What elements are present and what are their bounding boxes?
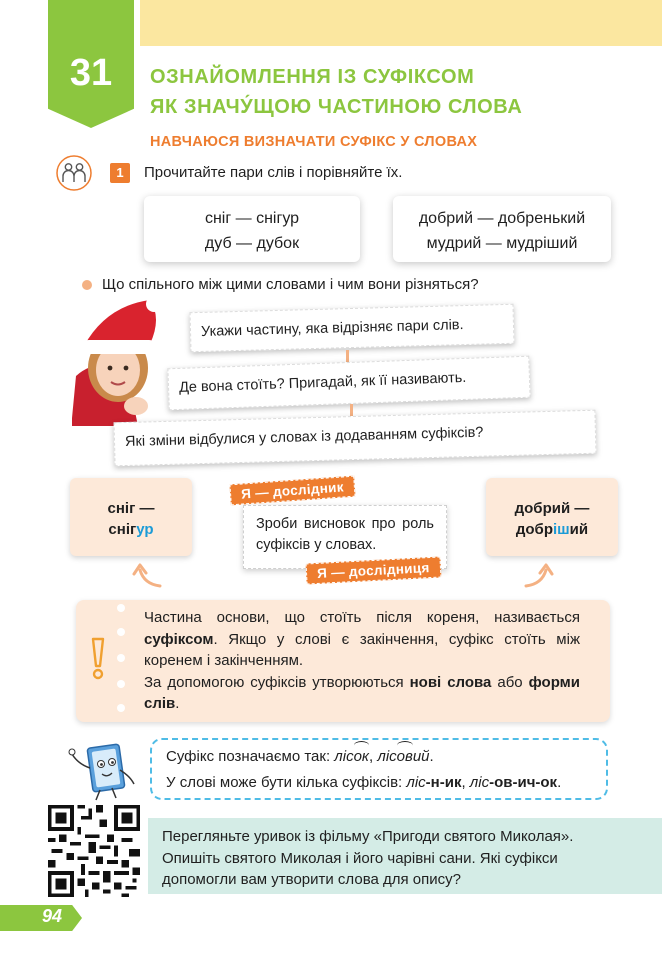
lesson-number: 31 <box>69 52 113 94</box>
curved-arrow-icon <box>132 562 164 590</box>
example-lisok: лісок <box>334 748 370 765</box>
notebook-rings <box>117 600 127 722</box>
example-word-base: сніг — <box>107 500 155 517</box>
exclamation-icon <box>84 636 112 682</box>
hint-bubble: Де вона стоїть? Пригадай, як її називають. <box>167 356 530 411</box>
suffix-chain: -н-ик <box>425 774 462 791</box>
term-suffix: суфіксом <box>144 630 214 648</box>
note-line-2: У слові може бути кілька суфіксів: ліс-н-ик, ліс-ов-ич-ок. <box>166 774 562 791</box>
word-pairs-card-left <box>144 196 360 262</box>
word-suffix: ур <box>136 521 154 538</box>
lesson-subtitle: НАВЧАЮСЯ ВИЗНАЧАТИ СУФІКС У СЛОВАХ <box>150 134 478 150</box>
conclusion-card: Зроби висновок про роль суфіксів у словах. <box>243 505 447 569</box>
header-band <box>140 0 662 46</box>
hint-bubble: Укажи частину, яка відрізняє пари слів. <box>190 304 515 352</box>
word-pair: добрий — добренький <box>418 210 586 227</box>
word-suffix: іш <box>553 521 570 538</box>
word-stem: добр <box>515 521 553 538</box>
researcher-tag-girl: Я — дослідниця <box>306 556 441 584</box>
word-pair: дуб — дубок <box>204 235 300 252</box>
bubble-connector <box>346 350 349 362</box>
hint-bubble: Які зміни відбулися у словах із додаванням суфіксів? <box>114 410 597 467</box>
lesson-title <box>150 62 522 122</box>
lesson-title-line1: ОЗНАЙОМЛЕННЯ ІЗ СУФІКСОМ <box>150 66 475 88</box>
suffix-mark: ов <box>396 748 413 765</box>
suffix-chain: -ов-ич-ок <box>489 774 558 791</box>
word-stem: сніг <box>108 521 137 538</box>
rule-paragraph-1: Частина основи, що стоїть після кореня, називається суфіксом. Якщо у слові є закінчення, суфікс стоїть між коренем і закінченням. <box>144 609 580 669</box>
book-character-icon <box>64 740 140 802</box>
example-word-derived <box>486 519 618 540</box>
example-card-dobrishyi <box>486 478 618 556</box>
suffix-mark: ок <box>353 748 370 765</box>
bubble-connector <box>350 404 353 416</box>
researcher-tag-boy: Я — дослідник <box>229 476 355 506</box>
rule-text <box>144 607 580 715</box>
discussion-question: Що спільного між цими словами і чим вони різняться? <box>102 276 479 293</box>
example-word-base: добрий — <box>514 500 590 517</box>
word-pairs-card-right <box>393 196 611 262</box>
task-instruction: Прочитайте пари слів і порівняйте їх. <box>144 164 403 181</box>
film-task-text: Перегляньте уривок із фільму «Пригоди святого Миколая». Опишіть святого Миколая і його чарівні сани. Які суфікси допомогли вам утворити слова для опису? <box>162 828 574 888</box>
example-lisovyi: лісовий <box>377 748 430 765</box>
example-card-snihur <box>70 478 192 556</box>
lesson-title-line2: ЯК ЗНАЧУ́ЩОЮ ЧАСТИНОЮ СЛОВА <box>150 96 523 118</box>
girl-in-santa-hat-illustration <box>66 298 172 426</box>
term-new-words: нові слова <box>409 673 492 691</box>
rule-paragraph-2: За допомогою суфіксів утворюються нові слова або форми слів. <box>144 673 580 712</box>
pair-work-icon <box>56 155 92 191</box>
word-pair: мудрий — мудріший <box>426 235 578 252</box>
page-number: 94 <box>42 906 63 926</box>
example-word-derived <box>70 519 192 540</box>
note-line-1: Суфікс позначаємо так: лісок, лісовий. <box>166 748 434 765</box>
word-pair: сніг — снігур <box>204 210 300 227</box>
term-word-forms: форми слів <box>144 673 580 712</box>
task-number: 1 <box>110 163 130 183</box>
bullet-dot <box>82 280 92 290</box>
qr-code[interactable] <box>48 805 140 897</box>
curved-arrow-icon <box>522 562 554 590</box>
word-ending: ий <box>569 521 589 538</box>
page-number-tab <box>0 905 82 931</box>
